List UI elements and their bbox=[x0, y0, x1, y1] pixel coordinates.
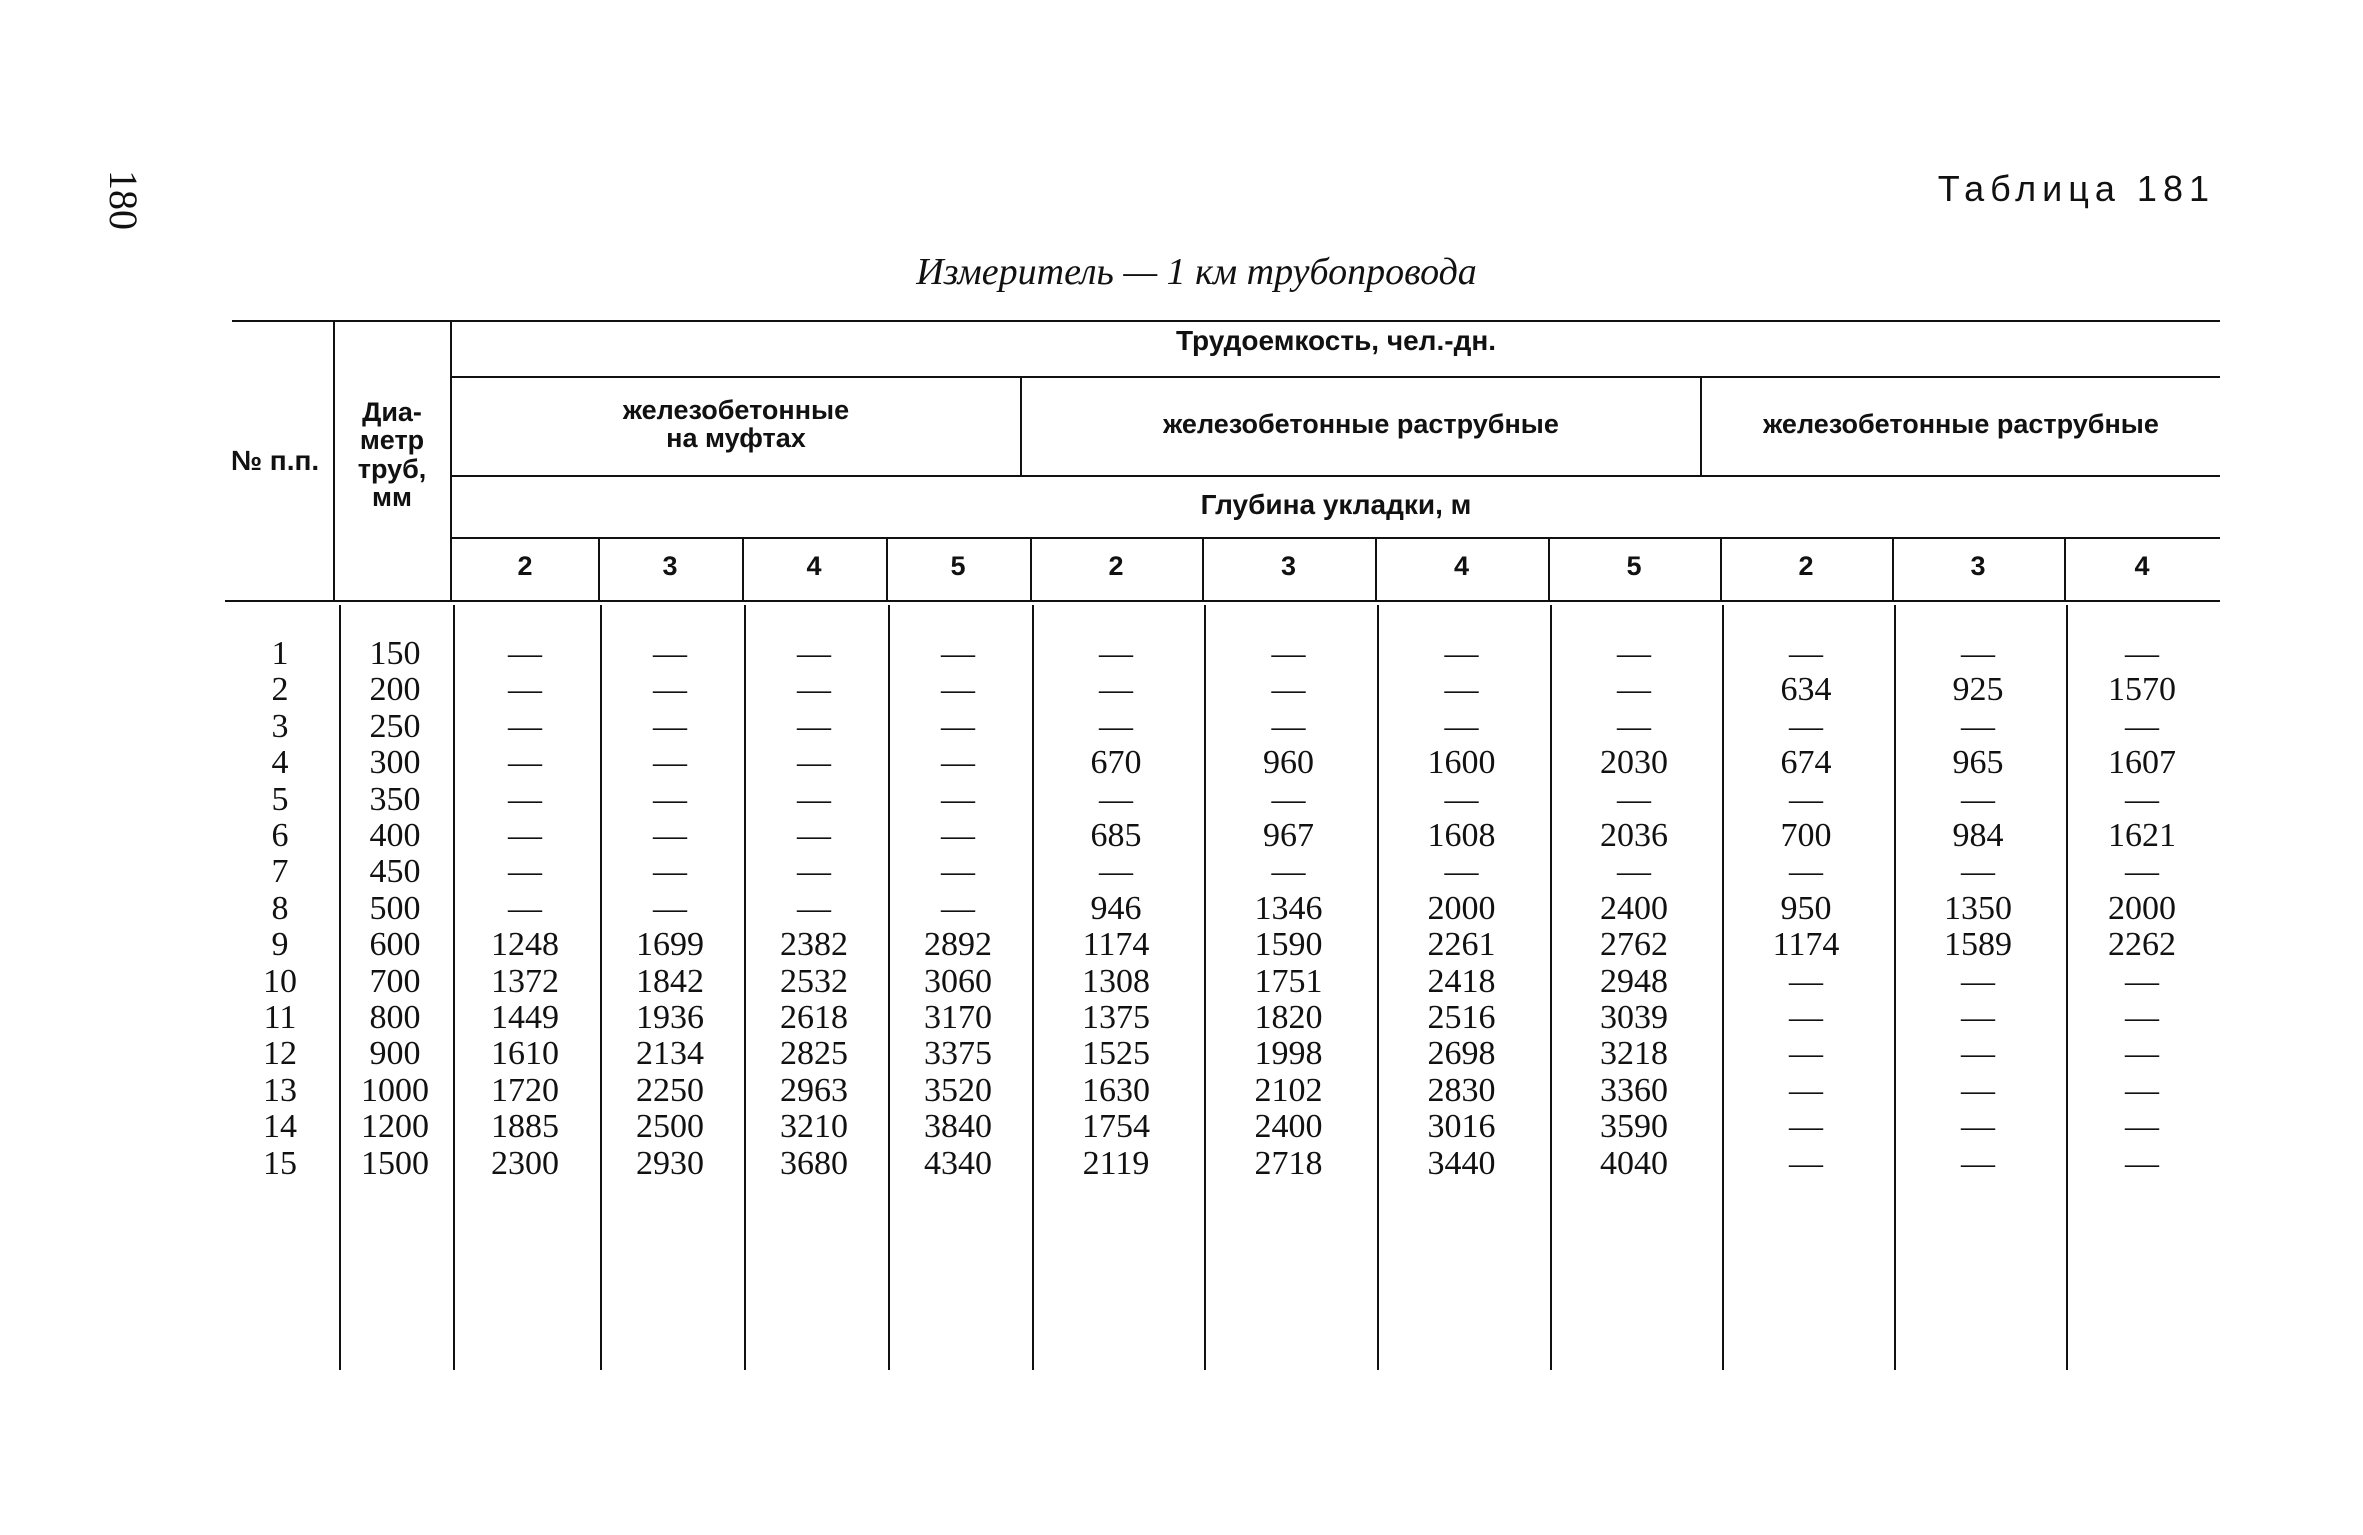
header-depth-10: 3 bbox=[1970, 551, 1986, 581]
table-cell: — bbox=[1099, 671, 1133, 709]
table-cell: 984 bbox=[1952, 817, 2004, 854]
table-cell: 3590 bbox=[1600, 1108, 1668, 1146]
table-cell: — bbox=[1789, 1035, 1823, 1073]
row-number: 6 bbox=[271, 817, 289, 854]
table-cell: — bbox=[1961, 1108, 1995, 1146]
row-number: 2 bbox=[271, 671, 289, 709]
table-cell: 1885 bbox=[491, 1108, 559, 1146]
table-cell: — bbox=[797, 671, 831, 709]
table-cell: — bbox=[1961, 635, 1995, 672]
table-cell: — bbox=[941, 889, 975, 927]
table-cell: 1449 bbox=[491, 999, 559, 1036]
row-number: 1 bbox=[271, 635, 289, 672]
table-cell: 4340 bbox=[924, 1144, 992, 1182]
table-cell: 3016 bbox=[1427, 1108, 1496, 1146]
table-cell: — bbox=[1271, 635, 1306, 672]
table-cell: 1936 bbox=[636, 999, 704, 1036]
table-cell: — bbox=[653, 744, 687, 782]
table-cell: — bbox=[2125, 1144, 2159, 1182]
header-labor: Трудоемкость, чел.-дн. bbox=[1175, 325, 1497, 356]
row-number: 9 bbox=[271, 926, 289, 964]
table-cell: — bbox=[1099, 780, 1133, 818]
table-cell: — bbox=[1961, 1071, 1995, 1109]
table-cell: 1621 bbox=[2108, 817, 2176, 854]
table-cell: — bbox=[1789, 780, 1823, 818]
top-rule bbox=[232, 320, 2220, 322]
table-cell: 2400 bbox=[1600, 889, 1668, 927]
table-cell: — bbox=[1271, 671, 1306, 709]
table-cell: — bbox=[653, 889, 687, 927]
row-number: 3 bbox=[271, 707, 289, 745]
table-cell: 3360 bbox=[1600, 1071, 1668, 1109]
table-cell: — bbox=[2125, 707, 2159, 745]
table-cell: — bbox=[653, 635, 687, 672]
table-cell: — bbox=[1617, 671, 1651, 709]
table-cell: — bbox=[2125, 635, 2159, 672]
row-number: 5 bbox=[271, 780, 289, 818]
table-cell: 2300 bbox=[491, 1144, 559, 1182]
table-cell: 3840 bbox=[924, 1108, 992, 1146]
row-number: 12 bbox=[263, 1035, 297, 1073]
table-cell: — bbox=[653, 671, 687, 709]
table-cell: — bbox=[941, 707, 975, 745]
table-cell: — bbox=[2125, 780, 2159, 818]
table-cell: 1630 bbox=[1082, 1071, 1150, 1109]
table-cell: — bbox=[508, 635, 542, 672]
table-cell: — bbox=[1961, 962, 1995, 1000]
header-depth: Глубина укладки, м bbox=[1200, 489, 1472, 520]
header-depth-4: 5 bbox=[950, 551, 966, 581]
table-cell: — bbox=[1961, 1144, 1995, 1182]
table-cell: 3375 bbox=[924, 1035, 992, 1073]
table-cell: — bbox=[1444, 780, 1479, 818]
table-cell: 1372 bbox=[491, 962, 559, 1000]
table-cell: — bbox=[1444, 671, 1479, 709]
table-cell: 2532 bbox=[780, 962, 848, 1000]
table-cell: — bbox=[1099, 853, 1133, 891]
table-cell: 1308 bbox=[1082, 962, 1150, 1000]
row-number: 8 bbox=[271, 889, 289, 927]
table-cell: 1998 bbox=[1254, 1035, 1323, 1073]
table-cell: — bbox=[1961, 1035, 1995, 1073]
table-cell: — bbox=[1444, 853, 1479, 891]
table-cell: — bbox=[653, 780, 687, 818]
table-cell: 965 bbox=[1952, 744, 2004, 782]
table-cell: 925 bbox=[1952, 671, 2004, 709]
table-cell: — bbox=[2125, 999, 2159, 1036]
table-cell: 1174 bbox=[1082, 926, 1150, 964]
table-cell: 2516 bbox=[1427, 999, 1496, 1036]
table-cell: — bbox=[1444, 635, 1479, 672]
table-cell: — bbox=[1271, 853, 1306, 891]
table-cell: — bbox=[508, 707, 542, 745]
table-cell: — bbox=[508, 817, 542, 854]
row-number: 7 bbox=[271, 853, 289, 891]
table-cell: 1608 bbox=[1427, 817, 1496, 854]
table-cell: — bbox=[1789, 1144, 1823, 1182]
table-cell: 2825 bbox=[780, 1035, 848, 1073]
table-cell: — bbox=[1789, 853, 1823, 891]
table-cell: — bbox=[653, 707, 687, 745]
header-depth-11: 4 bbox=[2134, 551, 2150, 581]
table-cell: — bbox=[508, 889, 542, 927]
row-number: 4 bbox=[271, 744, 289, 782]
table-cell: — bbox=[1789, 707, 1823, 745]
table-cell: 1720 bbox=[491, 1071, 559, 1109]
table-cell: — bbox=[1271, 707, 1306, 745]
row-diameter: 350 bbox=[369, 780, 421, 818]
table-cell: 946 bbox=[1090, 889, 1142, 927]
table-cell: 2000 bbox=[1427, 889, 1496, 927]
row-diameter: 300 bbox=[369, 744, 421, 782]
row-diameter: 400 bbox=[369, 817, 421, 854]
table-cell: 2119 bbox=[1082, 1144, 1150, 1182]
table-cell: 1751 bbox=[1254, 962, 1323, 1000]
table-cell: — bbox=[797, 635, 831, 672]
table-cell: — bbox=[797, 889, 831, 927]
table-cell: 3060 bbox=[924, 962, 992, 1000]
table-cell: — bbox=[1271, 780, 1306, 818]
table-cell: — bbox=[1444, 707, 1479, 745]
table-cell: — bbox=[2125, 1108, 2159, 1146]
table-cell: — bbox=[653, 817, 687, 854]
row-diameter: 600 bbox=[369, 926, 421, 964]
table-cell: — bbox=[941, 635, 975, 672]
table-cell: 1589 bbox=[1944, 926, 2012, 964]
header-diameter: Диа- метр труб, мм bbox=[357, 397, 427, 513]
row-diameter: 700 bbox=[369, 962, 421, 1000]
table-cell: — bbox=[1789, 1071, 1823, 1109]
table-cell: — bbox=[1789, 635, 1823, 672]
header-depth-7: 4 bbox=[1453, 551, 1470, 581]
table-cell: 1174 bbox=[1772, 926, 1840, 964]
table-cell: 1820 bbox=[1254, 999, 1323, 1036]
table-cell: 670 bbox=[1090, 744, 1142, 782]
table-cell: 2250 bbox=[636, 1071, 704, 1109]
row-number: 11 bbox=[263, 999, 297, 1036]
table-cell: 1754 bbox=[1082, 1108, 1150, 1146]
table-cell: — bbox=[1789, 962, 1823, 1000]
table-cell: 3218 bbox=[1600, 1035, 1668, 1073]
table-cell: 2963 bbox=[780, 1071, 848, 1109]
header-bottom-rule bbox=[225, 600, 2220, 602]
table-cell: — bbox=[1617, 853, 1651, 891]
row-number: 10 bbox=[263, 962, 297, 1000]
table-cell: — bbox=[797, 853, 831, 891]
table-cell: 2382 bbox=[780, 926, 848, 964]
row-diameter: 800 bbox=[369, 999, 421, 1036]
table-cell: 1248 bbox=[491, 926, 559, 964]
table-cell: 2000 bbox=[2108, 889, 2176, 927]
header-group-1: железобетонные на муфтах bbox=[622, 395, 850, 454]
table-cell: 634 bbox=[1780, 671, 1832, 709]
row-diameter: 1200 bbox=[361, 1108, 429, 1146]
table-cell: 2134 bbox=[636, 1035, 704, 1073]
header-num: № п.п. bbox=[230, 445, 320, 476]
depth-rule bbox=[452, 537, 2220, 539]
table-cell: — bbox=[508, 853, 542, 891]
table-cell: — bbox=[1099, 635, 1133, 672]
table-cell: 2698 bbox=[1427, 1035, 1496, 1073]
table-cell: 1600 bbox=[1427, 744, 1496, 782]
table-cell: — bbox=[2125, 962, 2159, 1000]
table-cell: — bbox=[2125, 1071, 2159, 1109]
table-cell: — bbox=[797, 744, 831, 782]
header-depth-1: 2 bbox=[517, 551, 533, 581]
measure-caption: Измеритель — 1 км трубопровода bbox=[916, 251, 1477, 293]
table-cell: — bbox=[941, 853, 975, 891]
table-cell: 2892 bbox=[924, 926, 992, 964]
table-cell: — bbox=[941, 744, 975, 782]
table-cell: 1842 bbox=[636, 962, 704, 1000]
table-cell: 2830 bbox=[1427, 1071, 1496, 1109]
table-cell: 1570 bbox=[2108, 671, 2176, 709]
header-group-2: железобетонные раструбные bbox=[1163, 409, 1559, 439]
table-cell: 1375 bbox=[1082, 999, 1150, 1036]
table-cell: — bbox=[1961, 780, 1995, 818]
table-cell: 2948 bbox=[1600, 962, 1668, 1000]
table-cell: — bbox=[508, 780, 542, 818]
table-cell: 1590 bbox=[1254, 926, 1323, 964]
table-cell: 685 bbox=[1090, 817, 1142, 854]
row-diameter: 250 bbox=[369, 707, 421, 745]
row-diameter: 900 bbox=[369, 1035, 421, 1073]
table-cell: 1699 bbox=[636, 926, 704, 964]
row-number: 13 bbox=[263, 1071, 297, 1109]
row-diameter: 1000 bbox=[361, 1071, 429, 1109]
table-cell: 2102 bbox=[1254, 1071, 1323, 1109]
table-cell: — bbox=[797, 707, 831, 745]
table-cell: 2400 bbox=[1254, 1108, 1323, 1146]
table-cell: 1346 bbox=[1254, 889, 1323, 927]
table-cell: 1525 bbox=[1082, 1035, 1150, 1073]
table-cell: 3440 bbox=[1427, 1144, 1496, 1182]
table-cell: 1610 bbox=[491, 1035, 559, 1073]
table-cell: 950 bbox=[1780, 889, 1832, 927]
row-diameter: 150 bbox=[369, 635, 421, 672]
page-number: 180 bbox=[101, 170, 146, 230]
labor-rule bbox=[452, 376, 2220, 378]
table-cell: — bbox=[2125, 1035, 2159, 1073]
table-cell: 3170 bbox=[924, 999, 992, 1036]
table-cell: 1607 bbox=[2108, 744, 2176, 782]
table-cell: — bbox=[941, 671, 975, 709]
row-diameter: 1500 bbox=[361, 1144, 429, 1182]
table-cell: — bbox=[1617, 707, 1651, 745]
table-cell: — bbox=[2125, 853, 2159, 891]
table-cell: 3039 bbox=[1600, 999, 1668, 1036]
row-number: 14 bbox=[263, 1108, 297, 1146]
table-cell: — bbox=[1961, 707, 1995, 745]
table-cell: 2618 bbox=[780, 999, 848, 1036]
table-cell: — bbox=[1099, 707, 1133, 745]
header-depth-9: 2 bbox=[1798, 551, 1814, 581]
table-cell: 2762 bbox=[1600, 926, 1668, 964]
table-cell: — bbox=[797, 817, 831, 854]
group-rule bbox=[452, 475, 2220, 477]
table-cell: 674 bbox=[1780, 744, 1832, 782]
table-cell: 2500 bbox=[636, 1108, 704, 1146]
table-cell: — bbox=[1961, 853, 1995, 891]
table-cell: 700 bbox=[1780, 817, 1832, 854]
table-cell: 960 bbox=[1263, 744, 1314, 782]
row-number: 15 bbox=[263, 1144, 297, 1182]
header-depth-2: 3 bbox=[662, 551, 678, 581]
table-cell: — bbox=[941, 780, 975, 818]
row-diameter: 450 bbox=[369, 853, 421, 891]
header-depth-3: 4 bbox=[806, 551, 822, 581]
table-cell: 4040 bbox=[1600, 1144, 1668, 1182]
table-cell: 2036 bbox=[1600, 817, 1668, 854]
table-title: Таблица 181 bbox=[1937, 168, 2215, 209]
table-cell: — bbox=[1961, 999, 1995, 1036]
header-depth-6: 3 bbox=[1280, 551, 1297, 581]
table-cell: 2930 bbox=[636, 1144, 704, 1182]
header-depth-8: 5 bbox=[1626, 551, 1642, 581]
table-cell: 2262 bbox=[2108, 926, 2176, 964]
table-cell: — bbox=[1789, 999, 1823, 1036]
table-cell: 3210 bbox=[780, 1108, 848, 1146]
row-diameter: 500 bbox=[369, 889, 421, 927]
table-cell: 967 bbox=[1263, 817, 1314, 854]
table-cell: — bbox=[508, 671, 542, 709]
table-cell: 2030 bbox=[1600, 744, 1668, 782]
table-cell: — bbox=[508, 744, 542, 782]
header-group-3: железобетонные раструбные bbox=[1763, 409, 2159, 439]
table-cell: 3520 bbox=[924, 1071, 992, 1109]
table-cell: 2418 bbox=[1427, 962, 1496, 1000]
table-cell: — bbox=[653, 853, 687, 891]
table-cell: 3680 bbox=[780, 1144, 848, 1182]
table-cell: 2261 bbox=[1427, 926, 1496, 964]
table-cell: — bbox=[941, 817, 975, 854]
table-cell: — bbox=[797, 780, 831, 818]
table-cell: — bbox=[1789, 1108, 1823, 1146]
table-cell: — bbox=[1617, 780, 1651, 818]
table-cell: 2718 bbox=[1254, 1144, 1323, 1182]
row-diameter: 200 bbox=[369, 671, 421, 709]
table-cell: — bbox=[1617, 635, 1651, 672]
header-depth-5: 2 bbox=[1108, 551, 1124, 581]
table-cell: 1350 bbox=[1944, 889, 2012, 927]
